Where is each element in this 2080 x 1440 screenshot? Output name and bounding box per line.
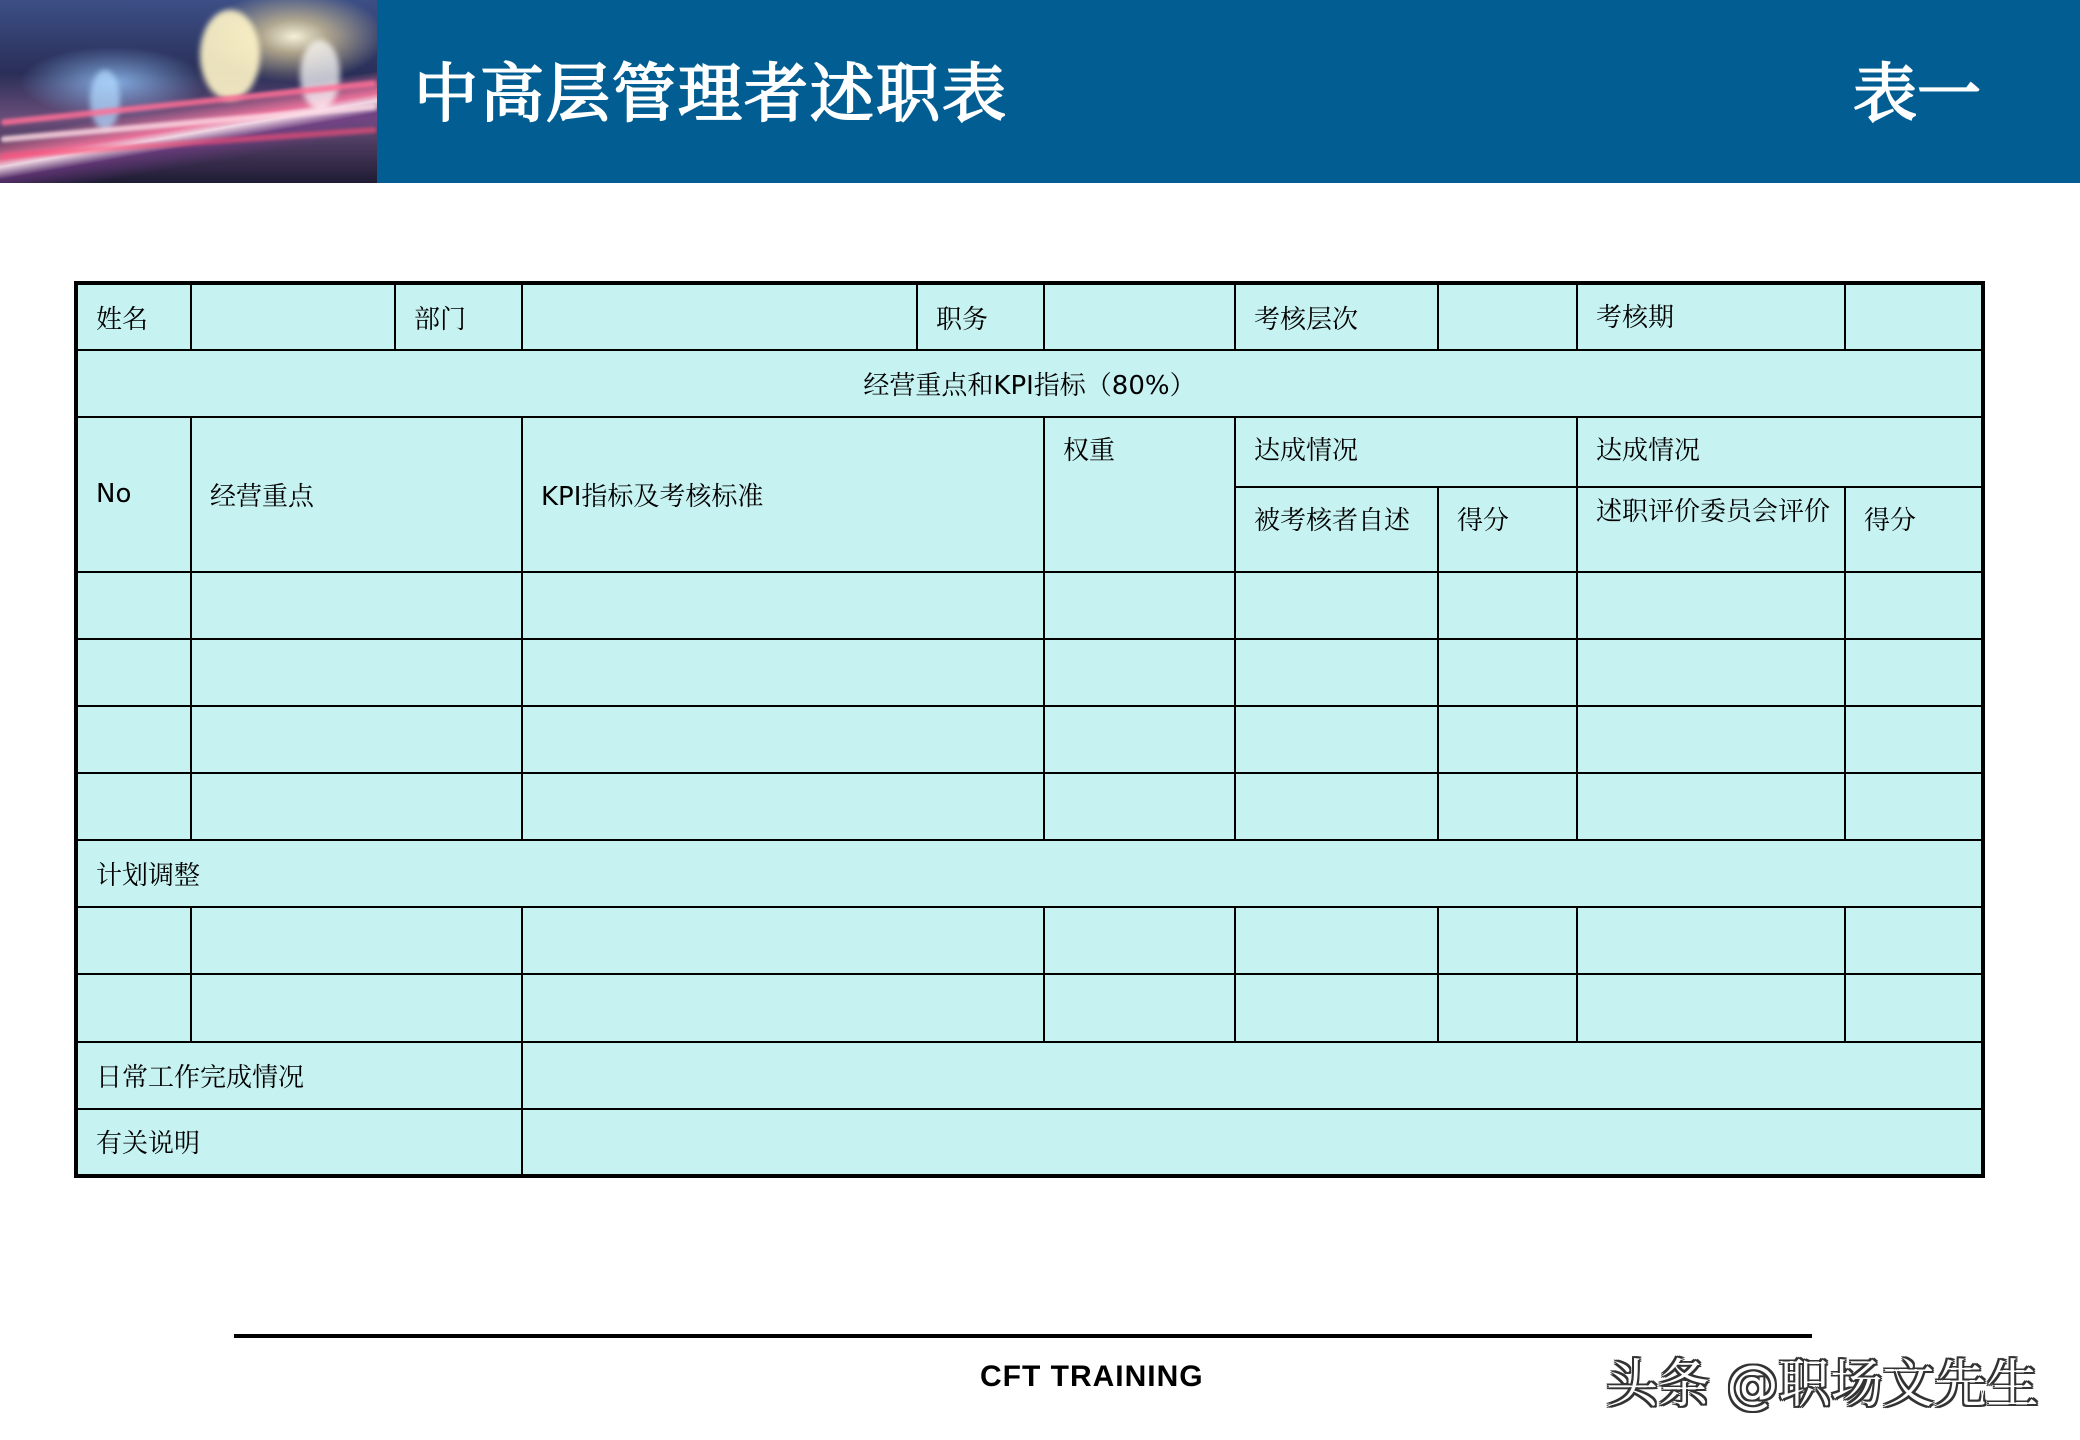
cell[interactable] xyxy=(1235,773,1438,840)
watermark: 头条 @职场文先生 xyxy=(1606,1355,2039,1415)
cell[interactable] xyxy=(1577,572,1845,639)
cell[interactable] xyxy=(1235,706,1438,773)
cell[interactable] xyxy=(76,639,191,706)
plan-adjustment-header: 计划调整 xyxy=(76,840,1983,907)
cell[interactable] xyxy=(1235,907,1438,974)
kpi-row xyxy=(76,706,1983,773)
cell[interactable] xyxy=(1438,572,1577,639)
cell[interactable] xyxy=(1235,974,1438,1041)
cell[interactable] xyxy=(1845,639,1983,706)
assessment-period-label: 考核期 xyxy=(1577,283,1845,350)
cell[interactable] xyxy=(1577,639,1845,706)
col-achievement-committee-group: 达成情况 xyxy=(1577,417,1983,487)
name-field[interactable] xyxy=(191,283,395,350)
daily-work-label: 日常工作完成情况 xyxy=(76,1042,522,1109)
footer-brand: CFT TRAINING xyxy=(980,1360,1204,1393)
assessment-level-label: 考核层次 xyxy=(1235,283,1438,350)
department-field[interactable] xyxy=(522,283,917,350)
footer-divider xyxy=(234,1334,1812,1338)
col-focus: 经营重点 xyxy=(191,417,522,571)
cell[interactable] xyxy=(191,974,522,1041)
col-kpi: KPI指标及考核标准 xyxy=(522,417,1044,571)
cell[interactable] xyxy=(1235,639,1438,706)
kpi-section-header: 经营重点和KPI指标（80%） xyxy=(76,350,1983,417)
cell[interactable] xyxy=(1577,907,1845,974)
cell[interactable] xyxy=(1577,706,1845,773)
cell[interactable] xyxy=(1845,974,1983,1041)
notes-field[interactable] xyxy=(522,1109,1983,1176)
cell[interactable] xyxy=(522,974,1044,1041)
col-weight: 权重 xyxy=(1044,417,1235,571)
cell[interactable] xyxy=(191,773,522,840)
cell[interactable] xyxy=(1845,907,1983,974)
cell[interactable] xyxy=(191,907,522,974)
col-self-statement: 被考核者自述 xyxy=(1235,487,1438,571)
kpi-row xyxy=(76,572,1983,639)
cell[interactable] xyxy=(1044,639,1235,706)
report-form xyxy=(74,281,1985,1178)
position-label: 职务 xyxy=(917,283,1044,350)
cell[interactable] xyxy=(522,706,1044,773)
cell[interactable] xyxy=(1438,907,1577,974)
col-score-committee: 得分 xyxy=(1845,487,1983,571)
cell[interactable] xyxy=(1235,572,1438,639)
plan-section-row xyxy=(76,840,1983,907)
cell[interactable] xyxy=(1845,706,1983,773)
cell[interactable] xyxy=(1577,773,1845,840)
col-score-self: 得分 xyxy=(1438,487,1577,571)
kpi-section-row xyxy=(76,350,1983,417)
cell[interactable] xyxy=(1044,974,1235,1041)
cell[interactable] xyxy=(76,572,191,639)
cell[interactable] xyxy=(1044,706,1235,773)
cell[interactable] xyxy=(522,639,1044,706)
daily-work-row xyxy=(76,1042,1983,1109)
cell[interactable] xyxy=(522,907,1044,974)
name-label: 姓名 xyxy=(76,283,191,350)
cell[interactable] xyxy=(76,974,191,1041)
cell[interactable] xyxy=(1044,773,1235,840)
cell[interactable] xyxy=(1438,773,1577,840)
cell[interactable] xyxy=(76,773,191,840)
col-committee-eval: 述职评价委员会评价 xyxy=(1577,487,1845,571)
cell[interactable] xyxy=(1438,974,1577,1041)
cell[interactable] xyxy=(191,572,522,639)
cell[interactable] xyxy=(191,639,522,706)
cell[interactable] xyxy=(1845,572,1983,639)
notes-row xyxy=(76,1109,1983,1176)
cell[interactable] xyxy=(1044,572,1235,639)
kpi-row xyxy=(76,773,1983,840)
notes-label: 有关说明 xyxy=(76,1109,522,1176)
assessment-level-field[interactable] xyxy=(1438,283,1577,350)
col-achievement-self-group: 达成情况 xyxy=(1235,417,1577,487)
daily-work-field[interactable] xyxy=(522,1042,1983,1109)
position-field[interactable] xyxy=(1044,283,1235,350)
plan-row xyxy=(76,907,1983,974)
cell[interactable] xyxy=(191,706,522,773)
header-photo xyxy=(0,0,377,183)
cell[interactable] xyxy=(76,706,191,773)
info-row xyxy=(76,283,1983,350)
cell[interactable] xyxy=(1438,639,1577,706)
cell[interactable] xyxy=(1577,974,1845,1041)
cell[interactable] xyxy=(1438,706,1577,773)
cell[interactable] xyxy=(522,773,1044,840)
cell[interactable] xyxy=(76,907,191,974)
department-label: 部门 xyxy=(395,283,522,350)
table-number: 表一 xyxy=(1853,57,1981,132)
assessment-period-field[interactable] xyxy=(1845,283,1983,350)
cell[interactable] xyxy=(1845,773,1983,840)
column-header-row-1 xyxy=(76,417,1983,487)
cell[interactable] xyxy=(1044,907,1235,974)
col-no: No xyxy=(76,417,191,571)
plan-row xyxy=(76,974,1983,1041)
page-title: 中高层管理者述职表 xyxy=(414,57,1008,132)
kpi-row xyxy=(76,639,1983,706)
header-bar xyxy=(0,0,2080,183)
cell[interactable] xyxy=(522,572,1044,639)
